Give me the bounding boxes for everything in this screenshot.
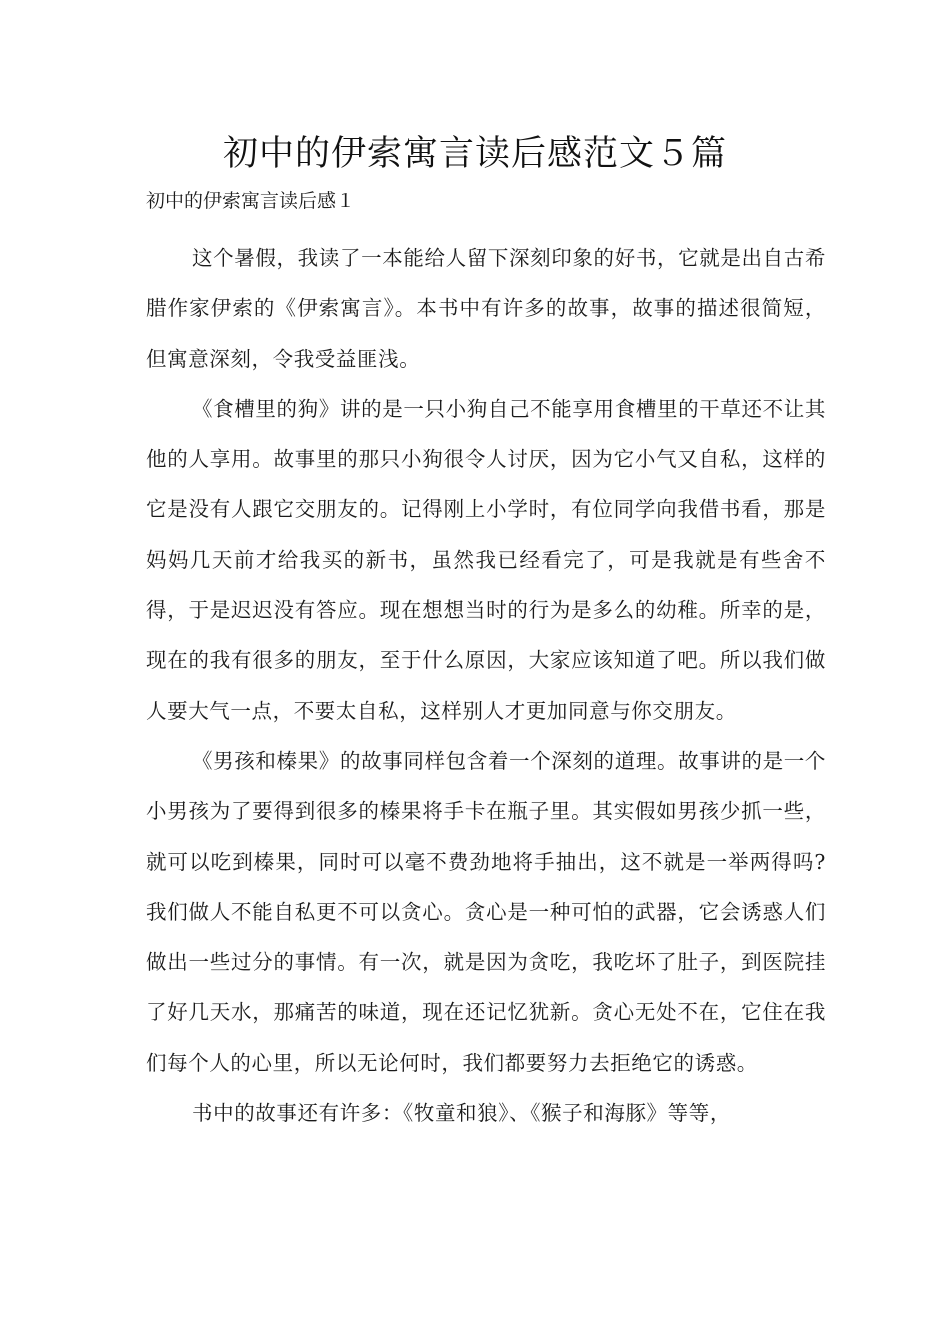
paragraph: 书中的故事还有许多：《牧童和狼》、《猴子和海豚》等等， bbox=[192, 1101, 731, 1126]
document-body bbox=[146, 233, 826, 1138]
section-heading: 初中的伊索寓言读后感１ bbox=[146, 190, 356, 212]
document-title: 初中的伊索寓言读后感范文５篇 bbox=[222, 134, 727, 174]
paragraph: 这个暑假，我读了一本能给人留下深刻印象的好书，它就是出自古希腊作家伊索的《伊索寓言》。本书中有许多的故事，故事的描述很简短，但寓意深刻，令我受益匪浅。 bbox=[146, 246, 826, 371]
paragraph: 《食槽里的狗》讲的是一只小狗自己不能享用食槽里的干草还不让其他的人享用。故事里的那只小狗很令人讨厌，因为它小气又自私，这样的它是没有人跟它交朋友的。记得刚上小学时，有位同学向我借书看，那是妈妈几天前才给我买的新书，虽然我已经看完了，可是我就是有些舍不得，于是迟迟没有答应。现在想想当时的行为是多么的幼稚。所幸的是，现在的我有很多的朋友，至于什么原因，大家应该知道了吧。所以我们做人要大气一点，不要太自私，这样别人才更加同意与你交朋友。 bbox=[146, 396, 826, 723]
paragraph: 《男孩和榛果》的故事同样包含着一个深刻的道理。故事讲的是一个小男孩为了要得到很多的榛果将手卡在瓶子里。其实假如男孩少抓一些，就可以吃到榛果，同时可以毫不费劲地将手抽出，这不就是一举两得吗?我们做人不能自私更不可以贪心。贪心是一种可怕的武器，它会诱惑人们做出一些过分的事情。有一次，就是因为贪吃，我吃坏了肚子，到医院挂了好几天水，那痛苦的味道，现在还记忆犹新。贪心无处不在，它住在我们每个人的心里，所以无论何时，我们都要努力去拒绝它的诱惑。 bbox=[146, 748, 826, 1075]
